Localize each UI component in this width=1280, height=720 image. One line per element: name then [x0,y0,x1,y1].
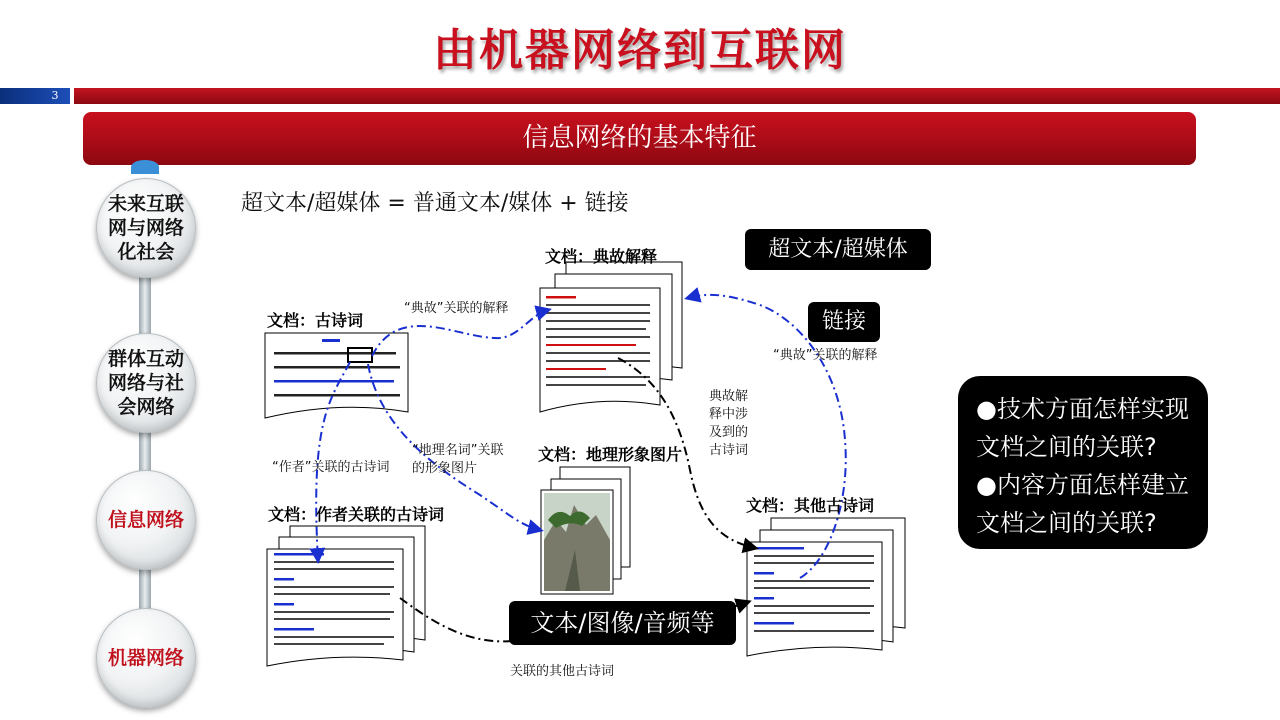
callout-media: 文本/图像/音频等 [509,601,736,645]
question-line: 文档之间的关联? [976,433,1157,461]
sidebar-node-label: 信息网络 [107,509,184,531]
doc-label-allusion: 文档：典故解释 [545,247,658,266]
doc-geo-image-stack [541,467,630,594]
doc-other-poems-stack [747,518,905,656]
note-allusion-poems: 典故解释中涉及到的古诗词 [709,389,749,458]
question-line: ●内容方面怎样建立 [976,471,1189,499]
sidebar-node-label: 机器网络 [107,647,184,669]
doc-label-author-poems: 文档：作者关联的古诗词 [268,505,445,524]
hypertext-formula: 超文本/超媒体 = 普通文本/媒体 + 链接 [241,191,629,216]
sidebar-node-label: 群体互动网络与社会网络 [107,348,184,418]
note-author-link: “作者”关联的古诗词 [272,460,390,475]
slide-title: 由机器网络到互联网 [433,25,847,76]
doc-allusion-stack [540,262,682,412]
note-related-poems: 关联的其他古诗词 [510,664,615,679]
callout-link: 链接 [808,302,880,342]
doc-author-poems-stack [267,526,425,666]
callout-hypertext: 超文本/超媒体 [745,229,931,270]
questions-box [958,376,1208,549]
question-line: 文档之间的关联? [976,509,1157,537]
note-allusion-link-right: “典故”关联的解释 [773,348,878,363]
doc-label-geo-image: 文档：地理形象图片 [538,445,683,464]
doc-label-poem: 文档：古诗词 [267,311,364,330]
doc-label-other-poems: 文档：其他古诗词 [746,496,875,515]
note-geo-link: “地理名词”关联的形象图片 [412,443,504,476]
page-number: 3 [51,89,59,102]
section-banner: 信息网络的基本特征 [83,112,1196,165]
note-allusion-link: “典故”关联的解释 [404,301,509,316]
sidebar-node-label: 未来互联网与网络化社会 [107,193,184,263]
doc-poem-page [265,333,408,418]
question-line: ●技术方面怎样实现 [976,395,1189,423]
